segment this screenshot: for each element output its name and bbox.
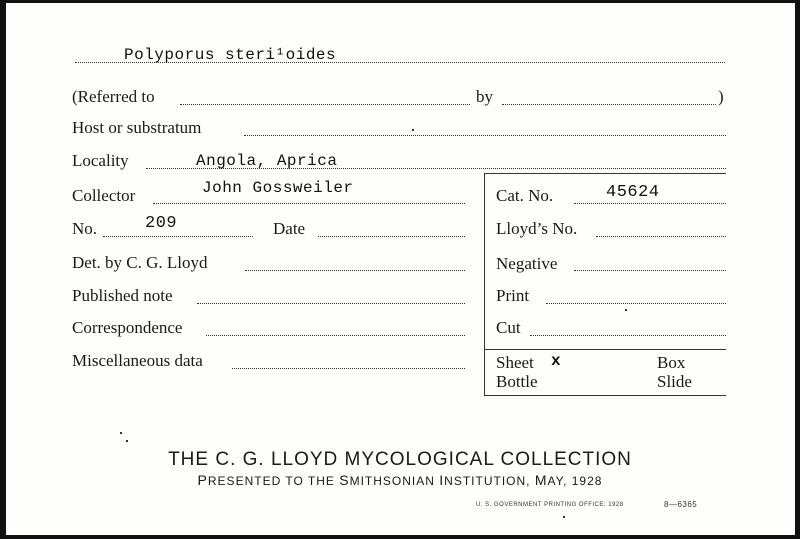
printing-office-note: U. S. GOVERNMENT PRINTING OFFICE: 1928 bbox=[476, 502, 624, 508]
collector-label: Collector bbox=[72, 186, 136, 205]
cut-line bbox=[530, 335, 726, 336]
det-by-label: Det. by C. G. Lloyd bbox=[72, 253, 208, 272]
box-mid-rule bbox=[484, 349, 726, 350]
specimen-name: Polyporus steri¹oides bbox=[124, 46, 337, 64]
no-value: 209 bbox=[145, 214, 178, 233]
scan-speck bbox=[126, 440, 128, 442]
box-bottom-rule bbox=[484, 395, 726, 396]
correspondence-label: Correspondence bbox=[72, 318, 183, 337]
form-number: 8—6365 bbox=[664, 500, 698, 509]
sheet-mark: x bbox=[551, 352, 562, 370]
box-left-rule bbox=[484, 173, 485, 395]
collector-value: John Gossweiler bbox=[202, 179, 354, 197]
by-line bbox=[502, 104, 716, 105]
presented-line: PRESENTED TO THE SMITHSONIAN INSTITUTION, MAY, 1928 bbox=[197, 472, 603, 488]
lloyds-no-line bbox=[596, 236, 726, 237]
scan-edge-bottom bbox=[0, 535, 800, 539]
cat-no-label: Cat. No. bbox=[496, 186, 554, 205]
cut-label: Cut bbox=[496, 318, 521, 337]
print-line bbox=[546, 303, 726, 304]
collection-title: THE C. G. LLOYD MYCOLOGICAL COLLECTION bbox=[168, 449, 632, 470]
date-label: Date bbox=[273, 219, 306, 238]
scan-speck bbox=[120, 432, 122, 434]
box-label: Box bbox=[657, 353, 686, 372]
collector-line bbox=[153, 203, 465, 204]
by-label: by bbox=[476, 87, 493, 106]
negative-label: Negative bbox=[496, 254, 558, 273]
published-note-label: Published note bbox=[72, 286, 173, 305]
date-line bbox=[318, 236, 465, 237]
host-line bbox=[244, 135, 726, 136]
misc-label: Miscellaneous data bbox=[72, 351, 203, 370]
bottle-label: Bottle bbox=[496, 372, 538, 391]
locality-value: Angola, Aprica bbox=[196, 152, 338, 170]
no-label: No. bbox=[72, 219, 98, 238]
slide-label: Slide bbox=[657, 372, 692, 391]
scan-speck bbox=[412, 129, 414, 131]
print-label: Print bbox=[496, 286, 530, 305]
sheet-label: Sheet bbox=[496, 353, 534, 372]
box-top-rule bbox=[484, 173, 726, 174]
no-line bbox=[103, 236, 253, 237]
published-note-line bbox=[197, 303, 465, 304]
cat-no-line bbox=[574, 203, 726, 204]
close-paren: ) bbox=[718, 87, 724, 106]
negative-line bbox=[574, 270, 726, 271]
cat-no-value: 45624 bbox=[606, 183, 660, 202]
locality-label: Locality bbox=[72, 151, 129, 170]
misc-line bbox=[232, 368, 465, 369]
lloyds-no-label: Lloyd’s No. bbox=[496, 219, 578, 238]
scan-speck bbox=[563, 516, 565, 518]
host-label: Host or substratum bbox=[72, 118, 202, 137]
referred-to-label: (Referred to bbox=[72, 87, 155, 106]
scan-speck bbox=[625, 309, 627, 311]
scan-edge-top bbox=[0, 0, 800, 3]
referred-to-line bbox=[180, 104, 470, 105]
correspondence-line bbox=[206, 335, 465, 336]
det-by-line bbox=[245, 270, 465, 271]
